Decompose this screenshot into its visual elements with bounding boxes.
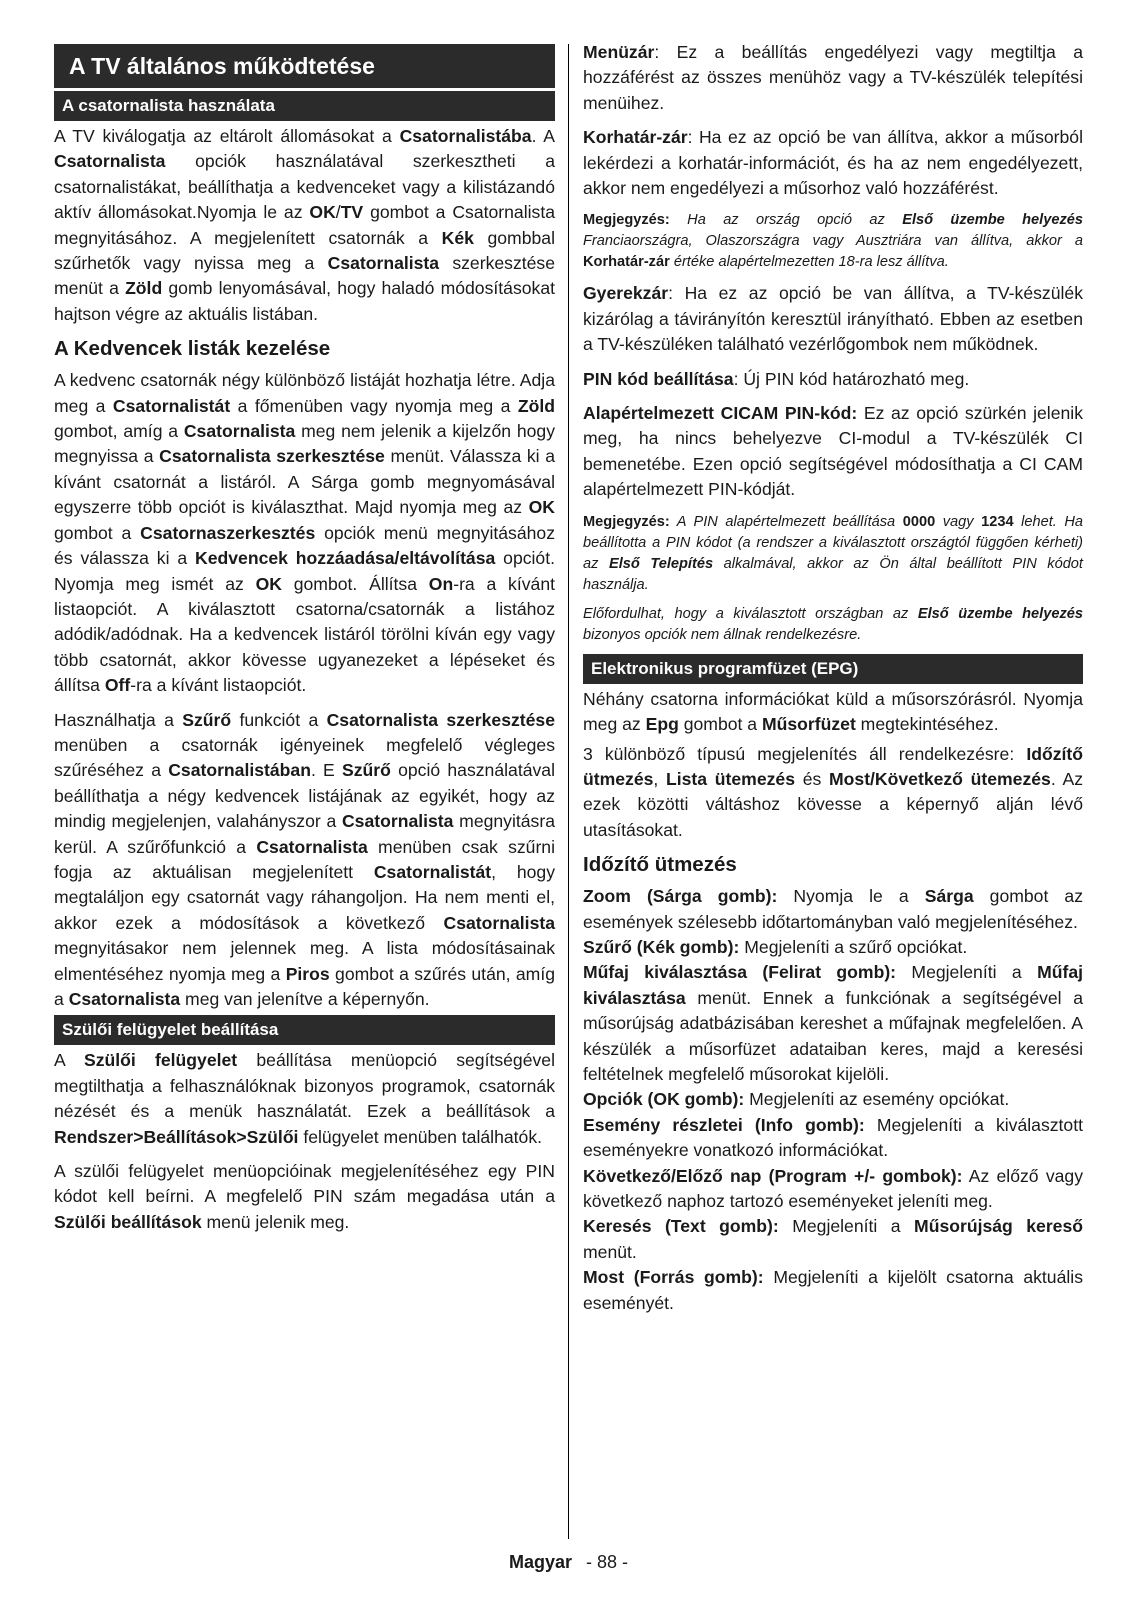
page-footer	[0, 1552, 1137, 1573]
menu-lock-paragraph: Menüzár: Ez a beállítás engedélyezi vagy megtiltja a hozzáférést az összes menühöz vagy a TV-készülék telepítési menüihez.	[583, 42, 1083, 113]
section-bar-channel-list: A csatornalista használata	[54, 91, 555, 121]
favourites-heading: A Kedvencek listák kezelése	[54, 337, 331, 361]
footer-language: Magyar	[508, 1552, 572, 1572]
note-country: Előfordulhat, hogy a kiválasztott országban az Első üzembe helyezés bizonyos opciók nem állnak rendelkezésre.	[583, 605, 1083, 643]
epg-key-item: Szűrő (Kék gomb): Megjeleníti a szűrő opciókat.	[583, 936, 968, 957]
epg-key-item: Zoom (Sárga gomb): Nyomja le a Sárga gombot az események szélesebb időtartományban való megjelenítéséhez.	[583, 886, 1083, 932]
epg-paragraph-2: 3 különböző típusú megjelenítés áll rendelkezésre: Időzítő ütmezés, Lista ütemezés és Most/Következő ütemezés. Az ezek közötti váltáshoz kövesse a képernyő alján lévő utasításokat.	[583, 743, 1084, 840]
section-bar-parental: Szülői felügyelet beállítása	[54, 1015, 555, 1045]
left-column	[54, 44, 555, 1244]
epg-key-item: Következő/Előző nap (Program +/- gombok): Az előző vagy következő naphoz tartozó eseményeket jeleníti meg.	[583, 1165, 1083, 1211]
favourites-paragraph-2: Használhatja a Szűrő funkciót a Csatornalista szerkesztése menüben a csatornák igényeinek megfelelő végleges szűréséhez a Csatornalistában. E Szűrő opció használatával beállíthatja a négy kedvencek listájának az egyikét, hogy az mindig megjelenjen, valahányszor a Csatornalista megnyitásra kerül. A szűrőfunkció a Csatornalista menüben csak szűrni fogja az aktuálisan megjelenített Csatornalistát, hogy megtaláljon egy csatornát vagy ráhangoljon. Ha nem menti el, akkor ezek a módosítások a következő Csatornalista megnyitásakor nem jelennek meg. A lista módosításainak elmentéséhez nyomja meg a Piros gombot a szűrés után, amíg a Csatornalista meg van jelenítve a képernyőn.	[54, 709, 556, 1009]
page-title: A TV általános működtetése	[54, 44, 555, 88]
note-pin: Megjegyzés: A PIN alapértelmezett beállítása 0000 vagy 1234 lehet. Ha beállította a PIN kódot (a rendszer a kiválasztott országtól függően kérheti) az Első Telepítés alkalmával, akkor az Ön által beállított PIN kódot használja.	[583, 513, 1084, 593]
epg-key-item: Keresés (Text gomb): Megjeleníti a Műsorújság kereső menüt.	[583, 1216, 1083, 1262]
right-column	[583, 40, 1083, 1316]
epg-paragraph-1: Néhány csatorna információkat küld a műsorszórásról. Nyomja meg az Epg gombot a Műsorfüzet megtekintéséhez.	[583, 688, 1083, 735]
epg-key-item: Most (Forrás gomb): Megjeleníti a kijelölt csatorna aktuális eseményét.	[583, 1267, 1083, 1313]
epg-key-item: Opciók (OK gomb): Megjeleníti az esemény opciókat.	[583, 1089, 1010, 1110]
pin-paragraph: PIN kód beállítása: Új PIN kód határozható meg.	[583, 368, 970, 389]
child-lock-paragraph: Gyerekzár: Ha ez az opció be van állítva, a TV-készülék kizárólag a távirányítón keresztül irányítható. Ebben az esetben a TV-készüléken található vezérlőgombok nem működnek.	[583, 283, 1083, 355]
epg-key-item: Esemény részletei (Info gomb): Megjeleníti a kiválasztott eseményekre vonatkozó információkat.	[583, 1114, 1083, 1161]
parental-paragraph-1: A Szülői felügyelet beállítása menüopció segítségével megtilthatja a felhasználóknak bizonyos programok, csatornák nézését és a menük használatát. Ezek a beállítások a Rendszer>Beállítások>Szülői felügyelet menüben találhatók.	[54, 1050, 555, 1147]
epg-key-list	[583, 884, 1083, 1316]
epg-key-item: Műfaj kiválasztása (Felirat gomb): Megjeleníti a Műfaj kiválasztása menüt. Ennek a funkciónak a segítségével a műsorújság adatbázisában kereshet a műfajnak megfelelően. A készülék a műsorfüzet adataiban keres, majd a keresési feltételnek megfelelő műsorokat kijelöli.	[583, 962, 1083, 1084]
section-bar-epg: Elektronikus programfüzet (EPG)	[583, 654, 1083, 684]
favourites-paragraph-1: A kedvenc csatornák négy különböző listáját hozhatja létre. Adja meg a Csatornalistát a főmenüben vagy nyomja meg a Zöld gombot, amíg a Csatornalista meg nem jelenik a kijelzőn hogy megnyissa a Csatornalista szerkesztése menüt. Válassza ki a kívánt csatornát a listáról. A Sárga gomb megnyomásával egyszerre több opciót is kiválaszthat. Majd nyomja meg az OK gombot a Csatornaszerkesztés opciók menü megnyitásához és válassza ki a Kedvencek hozzáadása/eltávolítása opciót. Nyomja meg ismét az OK gombot. Állítsa On-ra a kívánt listaopciót. A kiválasztott csatorna/csatornák a listához adódik/adódnak. Ha a kedvencek listáról törölni kíván egy vagy több csatornát, akkor kövesse ugyanezeket a lépéseket és állítsa Off-ra a kívánt listaopciót.	[54, 370, 555, 696]
column-divider	[568, 44, 569, 1539]
cicam-paragraph: Alapértelmezett CICAM PIN-kód: Ez az opció szürkén jelenik meg, ha nincs behelyezve CI-modul a TV-készülék CI bemenetébe. Ezen opció segítségével módosíthatja a CI CAM alapértelmezett PIN-kódját.	[583, 403, 1083, 500]
age-lock-paragraph: Korhatár-zár: Ha ez az opció be van állítva, akkor a műsorból lekérdezi a korhatár-információt, és ha az nem engedélyezett, akkor nem engedélyezi a műsorhoz való hozzáférést.	[583, 127, 1083, 199]
page-number: - 88 -	[586, 1552, 629, 1572]
timer-schedule-heading: Időzítő ütmezés	[583, 853, 737, 877]
note-age-lock: Megjegyzés: Ha az ország opció az Első üzembe helyezés Franciaországra, Olaszországra vagy Ausztriára van állítva, akkor a Korhatár-zár értéke alapértelmezetten 18-ra lesz állítva.	[583, 212, 1083, 271]
channel-list-paragraph: A TV kiválogatja az eltárolt állomásokat a Csatornalistába. A Csatornalista opciók használatával szerkesztheti a csatornalistákat, beállíthatja a kedvenceket vagy a kilistázandó aktív állomásokat.Nyomja le az OK/TV gombot a Csatornalista megnyitásához. A megjelenített csatornák a Kék gombbal szűrhetők vagy nyissa meg a Csatornalista szerkesztése menüt a Zöld gomb lenyomásával, hogy haladó módosításokat hajtson végre az aktuális listában.	[54, 126, 556, 324]
parental-paragraph-2: A szülői felügyelet menüopcióinak megjelenítéséhez egy PIN kódot kell beírni. A megfelelő PIN szám megadása után a Szülői beállítások menü jelenik meg.	[54, 1161, 555, 1232]
